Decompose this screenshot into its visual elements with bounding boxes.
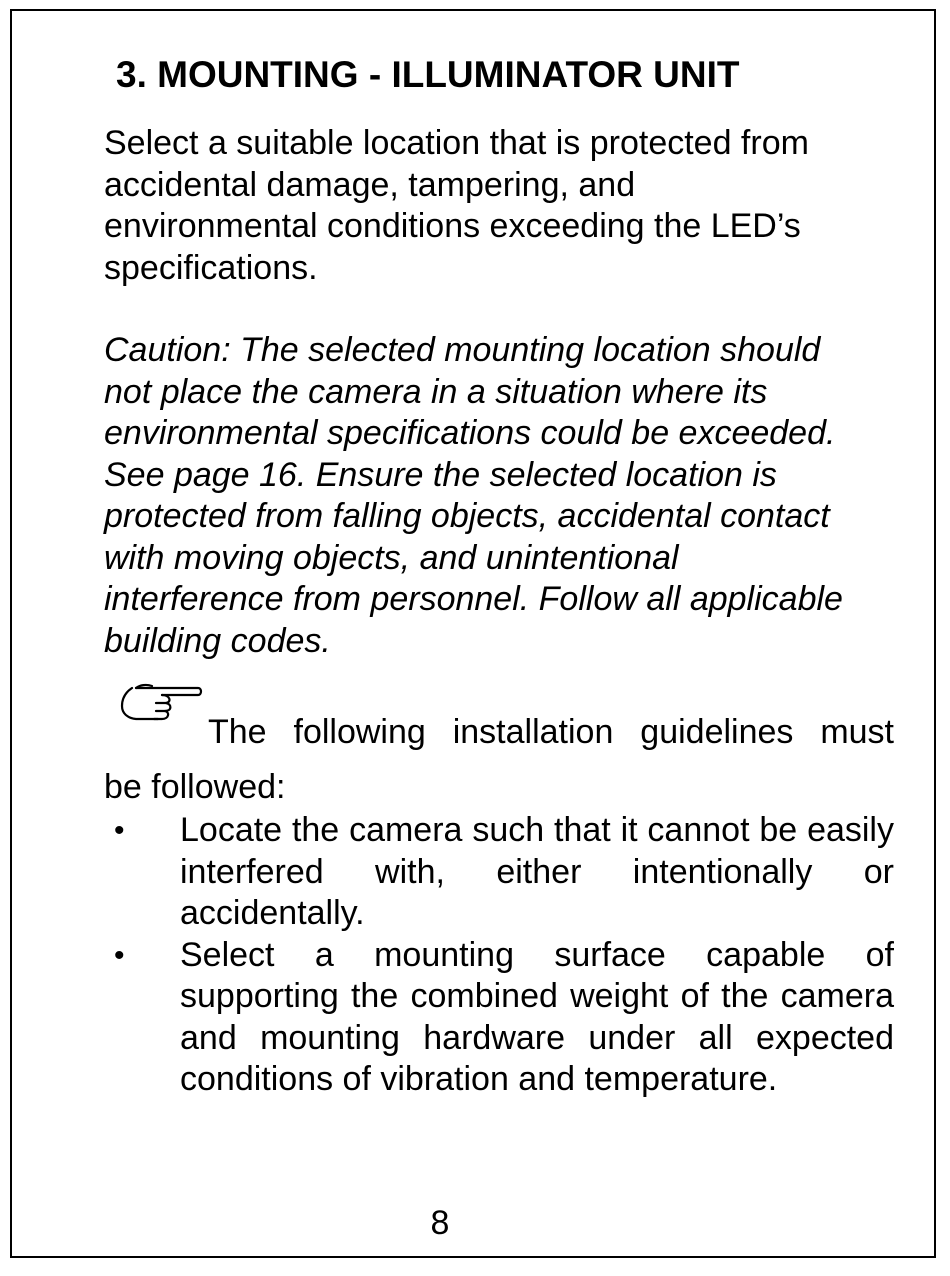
caution-line: protected from falling objects, accidental contact — [104, 497, 830, 535]
list-item-text: Select a mounting surface capable of supporting the combined weight of the camera and mounting hardware under all expected conditions of vibration and temperature. — [180, 935, 894, 1098]
list-item — [104, 935, 894, 1101]
caution-line: See page 16. Ensure the selected location is — [104, 455, 777, 494]
intro-line: Select a suitable location that is protected from — [104, 124, 809, 162]
bullet-icon: • — [114, 938, 125, 972]
list-item — [104, 810, 894, 935]
guideline-intro: The following installation guidelines must — [208, 713, 894, 751]
intro-line: environmental conditions exceeding the LED’s — [104, 207, 801, 245]
caution-line: Caution: The selected mounting location should — [104, 331, 821, 369]
caution-line: with moving objects, and unintentional — [104, 538, 679, 577]
page-number: 8 — [430, 1204, 450, 1242]
guideline-intro-cont: be followed: — [104, 768, 286, 806]
intro-line: specifications. — [104, 248, 318, 287]
intro-paragraph — [104, 123, 904, 289]
caution-line: environmental specifications could be exceeded. — [104, 414, 836, 452]
pointing-hand-icon — [118, 680, 204, 726]
list-item-text: Locate the camera such that it cannot be easily interfered with, either intentionally or accidentally. — [180, 811, 894, 932]
caution-line: interference from personnel. Follow all applicable — [104, 580, 843, 618]
section-heading: 3. MOUNTING - ILLUMINATOR UNIT — [116, 54, 740, 95]
caution-line: not place the camera in a situation where its — [104, 372, 768, 411]
caution-line: building codes. — [104, 621, 331, 660]
guidelines-list — [104, 810, 894, 1101]
bullet-icon: • — [114, 814, 125, 847]
intro-line: accidental damage, tampering, and — [104, 165, 636, 204]
caution-paragraph — [104, 330, 904, 662]
